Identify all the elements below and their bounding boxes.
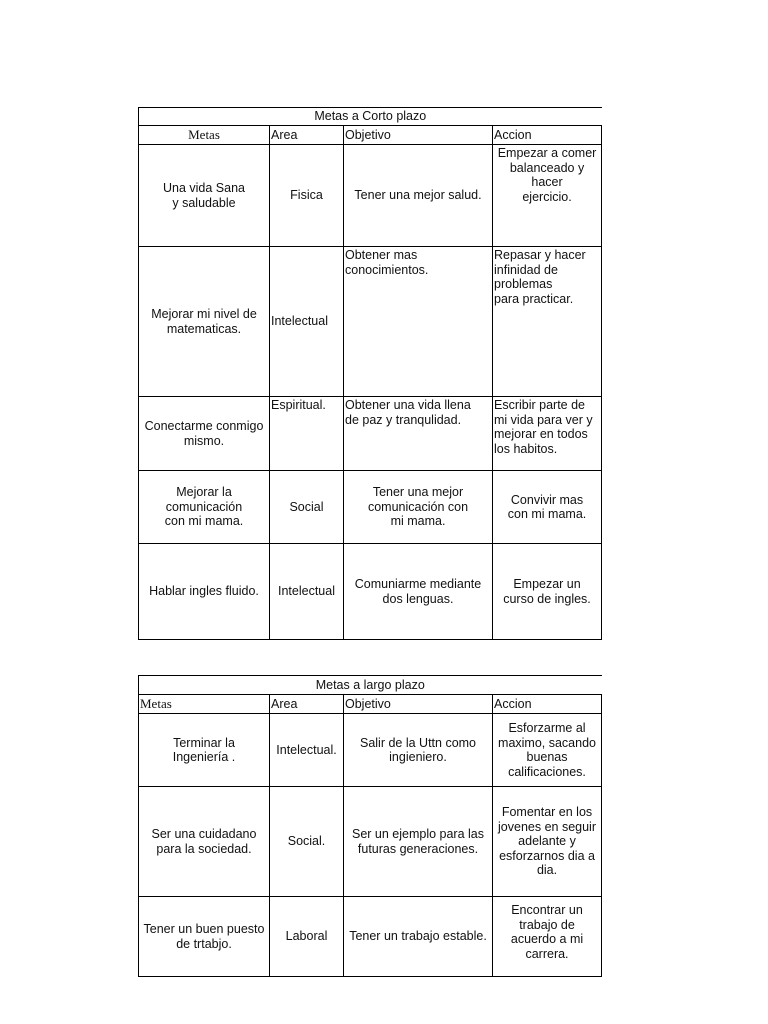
short-term-goals-sheet [138, 107, 601, 640]
table-row [139, 714, 602, 787]
table-title-row [139, 676, 602, 695]
table-header-row [139, 695, 602, 714]
objetivo-cell: Ser un ejemplo para las futuras generaciones. [344, 787, 493, 897]
objetivo-cell: Tener una mejor comunicación con mi mama. [344, 471, 493, 544]
table-row [139, 897, 602, 977]
table-row [139, 397, 602, 471]
meta-cell: Mejorar mi nivel de matematicas. [139, 247, 270, 397]
area-cell: Intelectual. [270, 714, 344, 787]
objetivo-cell: Tener un trabajo estable. [344, 897, 493, 977]
accion-cell: Repasar y hacer infinidad de problemas para practicar. [493, 247, 602, 397]
meta-cell: Una vida Sana y saludable [139, 145, 270, 247]
objetivo-cell: Tener una mejor salud. [344, 145, 493, 247]
table-row [139, 787, 602, 897]
long-term-title: Metas a largo plazo [139, 676, 602, 695]
accion-cell: Convivir mas con mi mama. [493, 471, 602, 544]
short-term-title: Metas a Corto plazo [139, 108, 602, 126]
area-cell: Fisica [270, 145, 344, 247]
table-header-row [139, 126, 602, 145]
header-area: Area [270, 126, 344, 145]
area-cell: Social. [270, 787, 344, 897]
header-accion: Accion [493, 126, 602, 145]
objetivo-cell: Obtener una vida llena de paz y tranqulidad. [344, 397, 493, 471]
objetivo-cell: Salir de la Uttn como ingieniero. [344, 714, 493, 787]
accion-cell: Escribir parte de mi vida para ver y mejorar en todos los habitos. [493, 397, 602, 471]
header-metas: Metas [139, 126, 270, 145]
table-title-row [139, 108, 602, 126]
long-term-goals-table [138, 675, 602, 977]
accion-cell: Esforzarme al maximo, sacando buenas calificaciones. [493, 714, 602, 787]
header-area: Area [270, 695, 344, 714]
area-cell: Intelectual [270, 544, 344, 640]
meta-cell: Conectarme conmigo mismo. [139, 397, 270, 471]
header-metas: Metas [139, 695, 270, 714]
area-cell: Social [270, 471, 344, 544]
meta-cell: Hablar ingles fluido. [139, 544, 270, 640]
table-row [139, 544, 602, 640]
accion-cell: Encontrar un trabajo de acuerdo a mi carrera. [493, 897, 602, 977]
meta-cell: Mejorar la comunicación con mi mama. [139, 471, 270, 544]
meta-cell: Tener un buen puesto de trtabjo. [139, 897, 270, 977]
short-term-goals-table [138, 107, 602, 640]
objetivo-cell: Comuniarme mediante dos lenguas. [344, 544, 493, 640]
area-cell: Laboral [270, 897, 344, 977]
table-row [139, 471, 602, 544]
objetivo-cell: Obtener mas conocimientos. [344, 247, 493, 397]
meta-cell: Ser una cuidadano para la sociedad. [139, 787, 270, 897]
header-objetivo: Objetivo [344, 126, 493, 145]
table-row [139, 247, 602, 397]
accion-cell: Fomentar en los jovenes en seguir adelante y esforzarnos dia a dia. [493, 787, 602, 897]
accion-cell: Empezar un curso de ingles. [493, 544, 602, 640]
long-term-goals-sheet [138, 675, 601, 961]
table-row [139, 145, 602, 247]
area-cell: Intelectual [270, 247, 344, 397]
meta-cell: Terminar la Ingeniería . [139, 714, 270, 787]
area-cell: Espiritual. [270, 397, 344, 471]
accion-cell: Empezar a comer balanceado y hacer ejercicio. [493, 145, 602, 247]
header-objetivo: Objetivo [344, 695, 493, 714]
header-accion: Accion [493, 695, 602, 714]
